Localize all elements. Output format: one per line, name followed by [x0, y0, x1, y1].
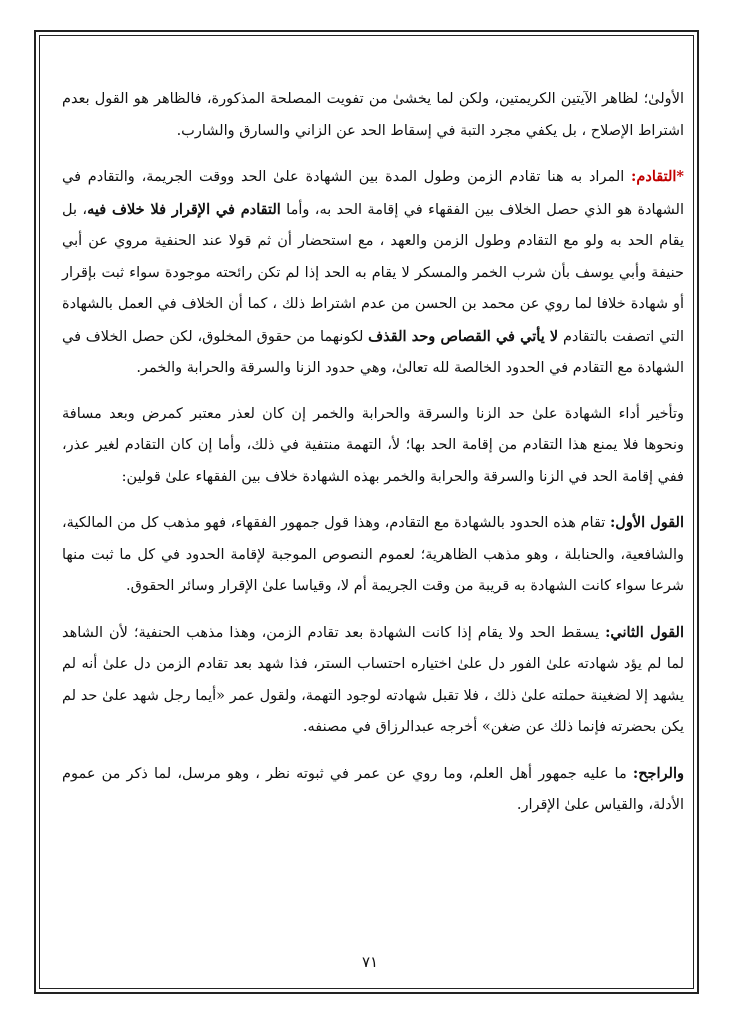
second-opinion-label: القول الثاني: [605, 623, 684, 641]
paragraph-intro: الأولىٰ؛ لظاهر الآيتين الكريمتين، ولكن لما يخشىٰ من تفويت المصلحة المذكورة، فالظاهر هو القول بعدم اشتراط الإصلاح ، بل يكفي مجرد التبة في إسقاط الحد عن الزاني والسارق والشارب. [62, 91, 684, 139]
first-opinion-text: تقام هذه الحدود بالشهادة مع التقادم، وهذا قول جمهور الفقهاء، فهو مذهب كل من المالكية، والشافعية، والحنابلة ، وهو مذهب الظاهرية؛ لعموم النصوص الموجبة لإقامة الحدود في كل ما ثبت منها شرعا سواء كانت الشهادة به قريبة من وقت الجريمة أم لا، وقياسا علىٰ الإقرار وسائر الحقوق. [62, 515, 684, 594]
page-number: ٧١ [361, 953, 379, 971]
paragraph-first-opinion [62, 507, 684, 603]
paragraph-preferred [62, 758, 684, 822]
taqadum-text-2: ، بل يقام الحد به ولو مع التقادم وطول الزمن والعهد ، مع استحضار أن ثم قولا عند الحنفية مروي عن أبي حنيفة وأبي يوسف بأن شرب الخمر والمسكر لا يقام به الحد إذا لم تكن رائحته موجودة سواء ثبت بإقرار أو شهادة خلافا لما روي عن محمد بن الحسن من عدم اشتراط ذلك ، كما أن الخلاف في العمل بالشهادة التي اتصفت بالتقادم [62, 201, 684, 345]
taqadum-text-1: المراد به هنا تقادم الزمن وطول المدة بين الشهادة علىٰ الحد ووقت الجريمة، والتقادم في الشهادة هو الذي حصل الخلاف بين الفقهاء في إقامة الحد به، وأما [62, 169, 684, 218]
paragraph-second-opinion [62, 617, 684, 744]
term-taqadum: *التقادم: [631, 168, 684, 185]
second-opinion-text: يسقط الحد ولا يقام إذا كانت الشهادة بعد تقادم الزمن، وهذا مذهب الحنفية؛ لأن الشاهد لما لم يؤد شهادته علىٰ الفور دل علىٰ اختياره احتساب الستر، فذا شهد بعد تقادم الزمن دل علىٰ أنه لم يشهد إلا لضغينة حملته علىٰ ذلك ، فلا تقبل شهادته لوجود التهمة، ولقول عمر «أيما رجل شهد علىٰ حد لم يكن بحضرته فإنما ذلك عن ضغن» أخرجه عبدالرزاق في مصنفه. [62, 624, 684, 735]
taqadum-bold-1: التقادم في الإقرار فلا خلاف فيه [87, 200, 281, 218]
first-opinion-label: القول الأول: [609, 514, 684, 531]
preferred-label: والراجح: [632, 764, 684, 782]
page-body [62, 84, 684, 836]
paragraph-taqadum [62, 161, 684, 385]
taqadum-bold-2: لا يأتي في القصاص وحد القذف [368, 327, 559, 345]
taqadum-text-3: لكونهما من حقوق المخلوق، لكن حصل الخلاف في الشهادة مع التقادم في الحدود الخالصة لله تعالىٰ، وهي حدود الزنا والسرقة والحرابة والخمر. [62, 328, 684, 376]
preferred-text: ما عليه جمهور أهل العلم، وما روي عن عمر في ثبوته نظر ، وهو مرسل، لما ذكر من عموم الأدلة، والقياس علىٰ الإقرار. [62, 765, 684, 813]
paragraph-delay: وتأخير أداء الشهادة علىٰ حد الزنا والسرقة والحرابة والخمر إن كان لعذر معتبر كمرض وبعد مسافة ونحوها فلا يمنع هذا التقادم من إقامة الحد بها؛ لأ، التهمة منتفية في ذلك، وأما إن كان التقادم لغير عذر، ففي إقامة الحد في الزنا والسرقة والحرابة والخمر بهذه الشهادة خلاف بين الفقهاء علىٰ قولين: [62, 405, 684, 485]
